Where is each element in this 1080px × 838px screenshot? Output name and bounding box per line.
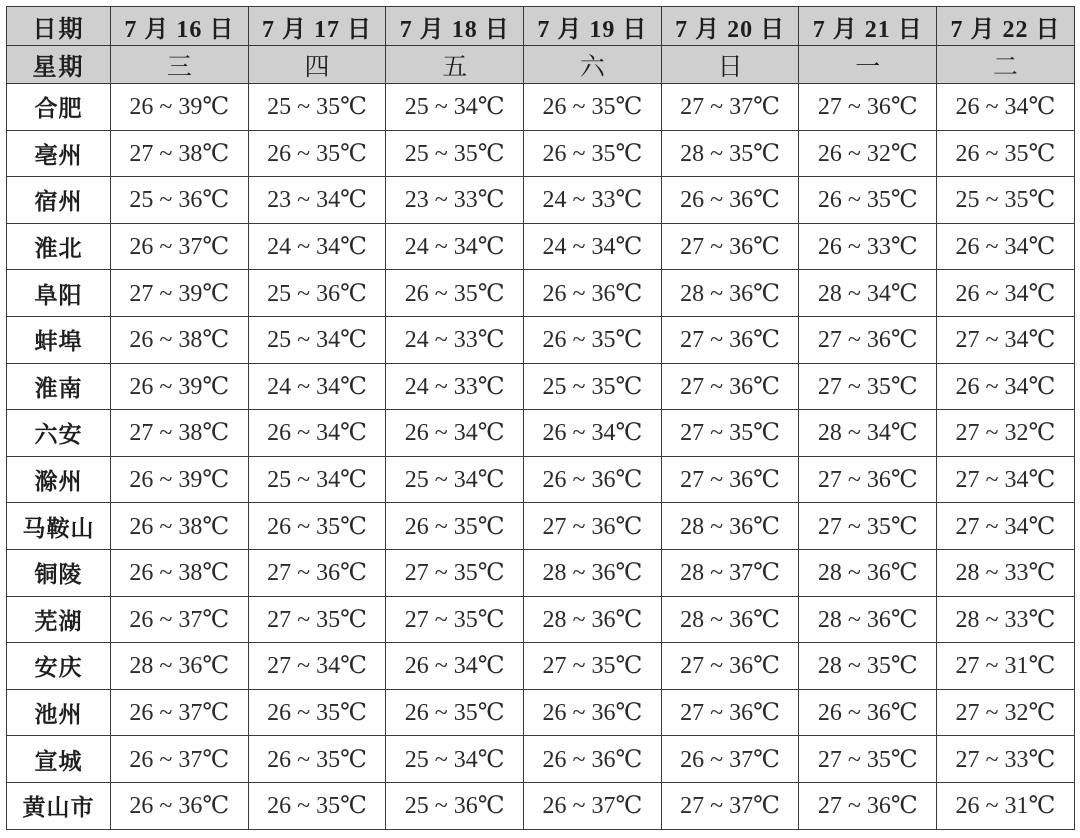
temperature-cell: 27 ~ 34℃: [248, 643, 386, 690]
temperature-cell: 25 ~ 36℃: [111, 177, 249, 224]
temperature-cell: 28 ~ 35℃: [799, 643, 937, 690]
temperature-cell: 26 ~ 38℃: [111, 316, 249, 363]
date-header-row: [7, 7, 1075, 46]
temperature-cell: 25 ~ 36℃: [248, 270, 386, 317]
temperature-cell: 26 ~ 35℃: [248, 782, 386, 829]
temperature-cell: 25 ~ 35℃: [937, 177, 1075, 224]
temperature-cell: 26 ~ 32℃: [799, 130, 937, 177]
temperature-cell: 24 ~ 33℃: [386, 363, 524, 410]
temperature-cell: 27 ~ 37℃: [661, 782, 799, 829]
temperature-cell: 26 ~ 35℃: [524, 84, 662, 131]
temperature-cell: 27 ~ 37℃: [661, 84, 799, 131]
temperature-cell: 25 ~ 34℃: [386, 84, 524, 131]
temperature-cell: 27 ~ 36℃: [799, 782, 937, 829]
temperature-cell: 25 ~ 34℃: [248, 316, 386, 363]
temperature-cell: 26 ~ 34℃: [937, 270, 1075, 317]
temperature-cell: 26 ~ 39℃: [111, 456, 249, 503]
temperature-cell: 25 ~ 34℃: [386, 456, 524, 503]
temperature-cell: 28 ~ 33℃: [937, 596, 1075, 643]
temperature-cell: 26 ~ 37℃: [111, 689, 249, 736]
temperature-cell: 28 ~ 36℃: [799, 596, 937, 643]
city-name: 阜阳: [7, 270, 111, 317]
temperature-cell: 26 ~ 34℃: [937, 223, 1075, 270]
date-header: 7 月 22 日: [937, 7, 1075, 46]
table-row: [7, 84, 1075, 131]
temperature-cell: 27 ~ 35℃: [386, 549, 524, 596]
temperature-cell: 27 ~ 33℃: [937, 736, 1075, 783]
temperature-cell: 28 ~ 36℃: [111, 643, 249, 690]
temperature-cell: 26 ~ 35℃: [386, 689, 524, 736]
temperature-cell: 26 ~ 34℃: [524, 410, 662, 457]
city-name: 六安: [7, 410, 111, 457]
city-name: 宿州: [7, 177, 111, 224]
temperature-cell: 26 ~ 35℃: [386, 270, 524, 317]
city-name: 黄山市: [7, 782, 111, 829]
temperature-cell: 26 ~ 35℃: [248, 503, 386, 550]
city-name: 滁州: [7, 456, 111, 503]
temperature-cell: 26 ~ 35℃: [524, 316, 662, 363]
temperature-cell: 26 ~ 35℃: [248, 130, 386, 177]
table-row: [7, 643, 1075, 690]
temperature-cell: 28 ~ 34℃: [799, 410, 937, 457]
temperature-cell: 28 ~ 36℃: [661, 596, 799, 643]
temperature-cell: 26 ~ 35℃: [799, 177, 937, 224]
temperature-cell: 27 ~ 35℃: [799, 363, 937, 410]
weekday-header-row: [7, 46, 1075, 84]
temperature-cell: 26 ~ 35℃: [937, 130, 1075, 177]
weekday-header: 日: [661, 46, 799, 84]
temperature-cell: 26 ~ 37℃: [524, 782, 662, 829]
table-row: [7, 410, 1075, 457]
weekday-header: 五: [386, 46, 524, 84]
forecast-table-body: [7, 84, 1075, 830]
temperature-cell: 26 ~ 36℃: [524, 270, 662, 317]
table-row: [7, 270, 1075, 317]
temperature-cell: 27 ~ 36℃: [661, 456, 799, 503]
date-header: 7 月 17 日: [248, 7, 386, 46]
temperature-cell: 24 ~ 34℃: [524, 223, 662, 270]
temperature-cell: 27 ~ 34℃: [937, 503, 1075, 550]
temperature-cell: 26 ~ 31℃: [937, 782, 1075, 829]
temperature-cell: 26 ~ 38℃: [111, 503, 249, 550]
temperature-cell: 27 ~ 35℃: [248, 596, 386, 643]
temperature-cell: 26 ~ 34℃: [248, 410, 386, 457]
temperature-cell: 26 ~ 36℃: [524, 736, 662, 783]
table-row: [7, 736, 1075, 783]
temperature-cell: 27 ~ 38℃: [111, 410, 249, 457]
temperature-cell: 28 ~ 36℃: [524, 549, 662, 596]
temperature-cell: 26 ~ 36℃: [524, 456, 662, 503]
temperature-cell: 27 ~ 35℃: [386, 596, 524, 643]
temperature-cell: 27 ~ 39℃: [111, 270, 249, 317]
temperature-cell: 26 ~ 36℃: [661, 177, 799, 224]
temperature-cell: 28 ~ 34℃: [799, 270, 937, 317]
temperature-cell: 27 ~ 36℃: [799, 84, 937, 131]
temperature-forecast-table: [6, 6, 1075, 830]
temperature-cell: 27 ~ 36℃: [661, 316, 799, 363]
temperature-cell: 26 ~ 37℃: [661, 736, 799, 783]
date-header: 7 月 18 日: [386, 7, 524, 46]
temperature-cell: 27 ~ 36℃: [661, 689, 799, 736]
temperature-cell: 24 ~ 34℃: [248, 363, 386, 410]
city-name: 池州: [7, 689, 111, 736]
temperature-cell: 23 ~ 33℃: [386, 177, 524, 224]
temperature-cell: 26 ~ 36℃: [799, 689, 937, 736]
temperature-cell: 27 ~ 36℃: [248, 549, 386, 596]
weekday-header: 三: [111, 46, 249, 84]
temperature-cell: 24 ~ 34℃: [248, 223, 386, 270]
temperature-cell: 26 ~ 34℃: [386, 410, 524, 457]
temperature-cell: 26 ~ 35℃: [248, 689, 386, 736]
temperature-cell: 24 ~ 33℃: [386, 316, 524, 363]
temperature-cell: 26 ~ 34℃: [386, 643, 524, 690]
temperature-cell: 26 ~ 35℃: [524, 130, 662, 177]
temperature-cell: 27 ~ 35℃: [799, 736, 937, 783]
table-row: [7, 549, 1075, 596]
table-row: [7, 782, 1075, 829]
city-name: 芜湖: [7, 596, 111, 643]
temperature-cell: 24 ~ 34℃: [386, 223, 524, 270]
city-name: 亳州: [7, 130, 111, 177]
temperature-cell: 27 ~ 34℃: [937, 456, 1075, 503]
temperature-cell: 24 ~ 33℃: [524, 177, 662, 224]
table-row: [7, 503, 1075, 550]
table-row: [7, 177, 1075, 224]
city-name: 铜陵: [7, 549, 111, 596]
temperature-cell: 27 ~ 32℃: [937, 410, 1075, 457]
temperature-cell: 28 ~ 33℃: [937, 549, 1075, 596]
temperature-cell: 27 ~ 34℃: [937, 316, 1075, 363]
temperature-cell: 25 ~ 36℃: [386, 782, 524, 829]
forecast-table-container: [6, 6, 1075, 830]
weekday-header: 六: [524, 46, 662, 84]
temperature-cell: 27 ~ 36℃: [799, 456, 937, 503]
date-header: 7 月 19 日: [524, 7, 662, 46]
temperature-cell: 26 ~ 37℃: [111, 596, 249, 643]
weekday-header: 一: [799, 46, 937, 84]
temperature-cell: 25 ~ 34℃: [248, 456, 386, 503]
temperature-cell: 26 ~ 35℃: [248, 736, 386, 783]
temperature-cell: 28 ~ 35℃: [661, 130, 799, 177]
temperature-cell: 27 ~ 36℃: [524, 503, 662, 550]
temperature-cell: 27 ~ 32℃: [937, 689, 1075, 736]
date-header: 7 月 21 日: [799, 7, 937, 46]
temperature-cell: 25 ~ 35℃: [386, 130, 524, 177]
temperature-cell: 26 ~ 35℃: [386, 503, 524, 550]
temperature-cell: 27 ~ 31℃: [937, 643, 1075, 690]
date-header: 7 月 16 日: [111, 7, 249, 46]
temperature-cell: 26 ~ 39℃: [111, 84, 249, 131]
city-name: 淮南: [7, 363, 111, 410]
weekday-header: 二: [937, 46, 1075, 84]
city-name: 宣城: [7, 736, 111, 783]
temperature-cell: 28 ~ 37℃: [661, 549, 799, 596]
temperature-cell: 25 ~ 35℃: [248, 84, 386, 131]
table-row: [7, 689, 1075, 736]
temperature-cell: 28 ~ 36℃: [661, 270, 799, 317]
temperature-cell: 26 ~ 36℃: [524, 689, 662, 736]
temperature-cell: 25 ~ 35℃: [524, 363, 662, 410]
city-name: 合肥: [7, 84, 111, 131]
table-row: [7, 130, 1075, 177]
date-label: 日期: [7, 7, 111, 46]
temperature-cell: 26 ~ 38℃: [111, 549, 249, 596]
temperature-cell: 26 ~ 37℃: [111, 736, 249, 783]
temperature-cell: 26 ~ 36℃: [111, 782, 249, 829]
temperature-cell: 26 ~ 34℃: [937, 363, 1075, 410]
table-row: [7, 456, 1075, 503]
temperature-cell: 28 ~ 36℃: [661, 503, 799, 550]
temperature-cell: 27 ~ 35℃: [799, 503, 937, 550]
table-row: [7, 316, 1075, 363]
temperature-cell: 25 ~ 34℃: [386, 736, 524, 783]
temperature-cell: 27 ~ 36℃: [661, 643, 799, 690]
temperature-cell: 27 ~ 35℃: [524, 643, 662, 690]
temperature-cell: 26 ~ 33℃: [799, 223, 937, 270]
city-name: 淮北: [7, 223, 111, 270]
temperature-cell: 26 ~ 39℃: [111, 363, 249, 410]
city-name: 安庆: [7, 643, 111, 690]
temperature-cell: 27 ~ 36℃: [799, 316, 937, 363]
temperature-cell: 23 ~ 34℃: [248, 177, 386, 224]
table-row: [7, 223, 1075, 270]
table-row: [7, 363, 1075, 410]
temperature-cell: 28 ~ 36℃: [524, 596, 662, 643]
temperature-cell: 26 ~ 37℃: [111, 223, 249, 270]
temperature-cell: 26 ~ 34℃: [937, 84, 1075, 131]
weekday-label: 星期: [7, 46, 111, 84]
city-name: 马鞍山: [7, 503, 111, 550]
date-header: 7 月 20 日: [661, 7, 799, 46]
table-row: [7, 596, 1075, 643]
temperature-cell: 27 ~ 35℃: [661, 410, 799, 457]
temperature-cell: 28 ~ 36℃: [799, 549, 937, 596]
temperature-cell: 27 ~ 36℃: [661, 363, 799, 410]
temperature-cell: 27 ~ 36℃: [661, 223, 799, 270]
city-name: 蚌埠: [7, 316, 111, 363]
temperature-cell: 27 ~ 38℃: [111, 130, 249, 177]
weekday-header: 四: [248, 46, 386, 84]
